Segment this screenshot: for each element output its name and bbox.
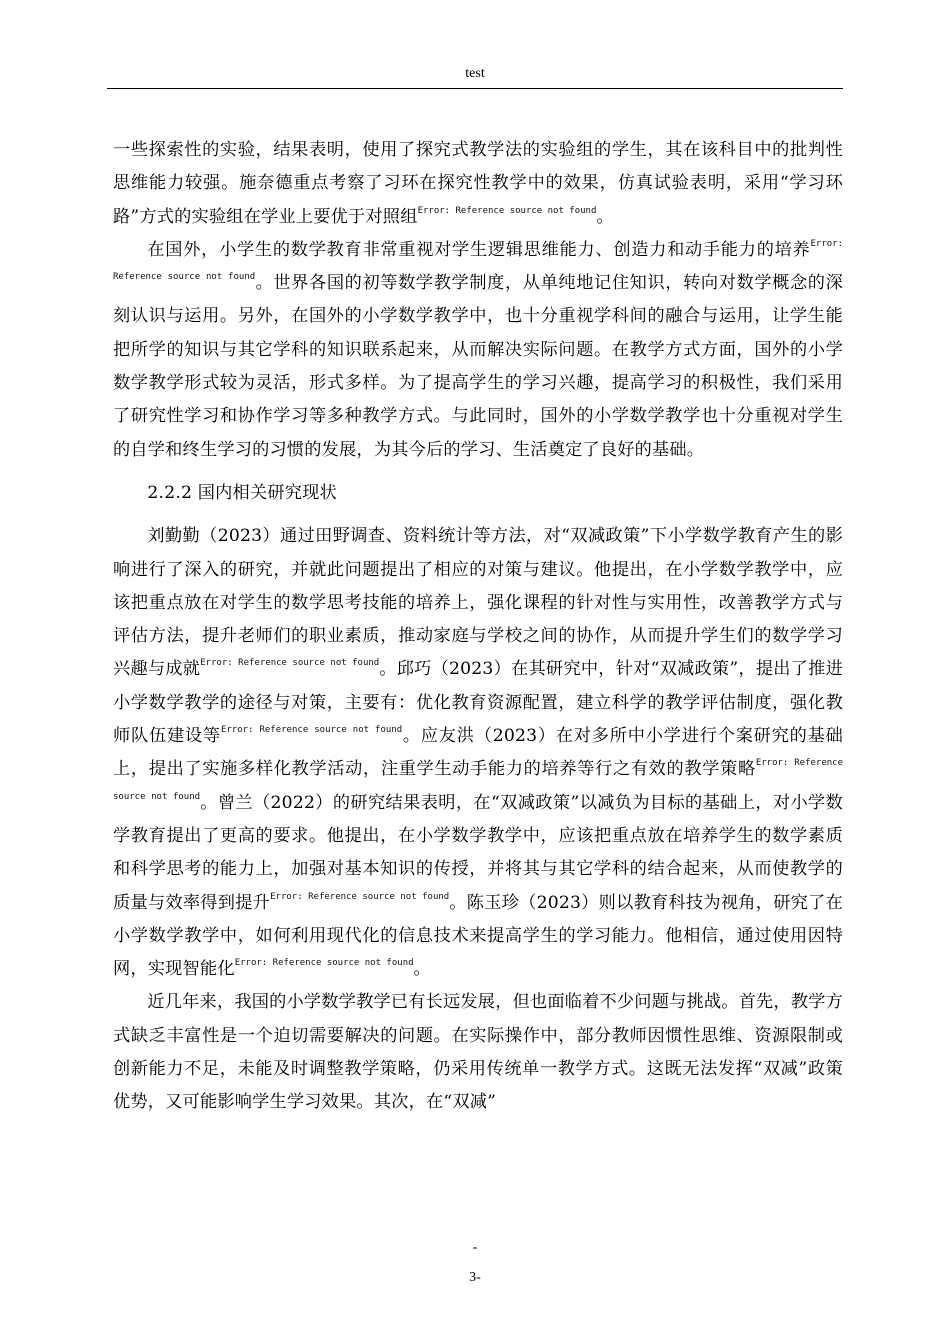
reference-error-note: Error: Reference source not found [113,758,843,802]
header-divider [107,88,843,89]
paragraph-text: 。陈玉珍（2023）则以教育科技为视角，研究了在小学数学教学中，如何利用现代化的信息技术来提高学生的学习能力。他相信，通过使用因特网，实现智能化 [113,892,843,980]
page-number: 3- [469,1270,481,1285]
reference-error-note: Error: Reference source not found [200,658,380,669]
page-header: test [465,66,485,81]
reference-error-note: Error: Reference source not found [113,238,843,283]
document-body [113,134,843,1120]
body-paragraph [113,234,843,467]
reference-error-note: Error: Reference source not found [270,891,450,902]
reference-error-note: Error: Reference source not found [234,958,414,969]
paragraph-text: 近几年来，我国的小学数学教学已有长远发展，但也面临着不少问题与挑战。首先，教学方式缺乏丰富性是一个迫切需要解决的问题。在实际操作中，部分教师因惯性思维、资源限制或创新能力不足，未能及时调整教学策略，仍采用传统单一教学方式。这既无法发挥“双减”政策优势，又可能影响学生学习效果。其次，在“双减” [113,992,843,1113]
body-paragraph [113,986,843,1119]
paragraph-text: 一些探索性的实验，结果表明，使用了探究式教学法的实验组的学生，其在该科目中的批判性思维能力较强。施奈德重点考察了习环在探究性教学中的效果，仿真试验表明，采用“学习环路”方式的实验组在学业上要优于对照组 [113,140,843,227]
reference-error-note: Error: Reference source not found [417,205,597,216]
reference-error-note: Error: Reference source not found [220,725,403,736]
paragraph-text: 。应友洪（2023）在对多所中小学进行个案研究的基础上，提出了实施多样化教学活动，注重学生动手能力的培养等行之有效的教学策略 [113,726,844,780]
paragraph-text: 。 [596,206,614,227]
body-paragraph [113,520,843,986]
paragraph-text: 。邱巧（2023）在其研究中，针对“双减政策”，提出了推进小学数学教学的途径与对策，主要有：优化教育资源配置，建立科学的教学评估制度，强化教师队伍建设等 [113,659,843,747]
body-paragraph [113,134,843,234]
paragraph-text: 在国外，小学生的数学教育非常重视对学生逻辑思维能力、创造力和动手能力的培养 [147,239,811,260]
paragraph-text: 。世界各国的初等数学教学制度，从单纯地记住知识，转向对数学概念的深刻认识与运用。另外，在国外的小学数学教学中，也十分重视学科间的融合与运用，让学生能把所学的知识与其它学科的知识联系起来，从而解决实际问题。在教学方式方面，国外的小学数学教学形式较为灵活，形式多样。为了提高学生的学习兴趣，提高学习的积极性，我们采用了研究性学习和协作学习等多种教学方式。与此同时，国外的小学数学教学也十分重视对学生的自学和终生学习的习惯的发展，为其今后的学习、生活奠定了良好的基础。 [113,273,843,460]
paragraph-text: 2.2.2 国内相关研究现状 [147,482,337,503]
paragraph-text: 刘勤勤（2023）通过田野调查、资料统计等方法，对“双减政策”下小学数学教育产生的影响进行了深入的研究，并就此问题提出了相应的对策与建议。他提出，在小学数学教学中，应该把重点放在对学生的数学思考技能的培养上，强化课程的针对性与实用性，改善教学方式与评估方法，提升老师们的职业素质，推动家庭与学校之间的协作，从而提升学生们的数学学习兴趣与成就 [113,526,843,680]
section-heading [113,467,843,520]
footer-dash: - [472,1240,478,1255]
paragraph-text: 。 [413,959,431,980]
paragraph-text: 。曾兰（2022）的研究结果表明，在“双减政策”以减负为目标的基础上，对小学数学教育提出了更高的要求。他提出，在小学数学教学中，应该把重点放在培养学生的数学素质和科学思考的能力上，加强对基本知识的传授，并将其与其它学科的结合起来，从而使教学的质量与效率得到提升 [113,792,843,913]
